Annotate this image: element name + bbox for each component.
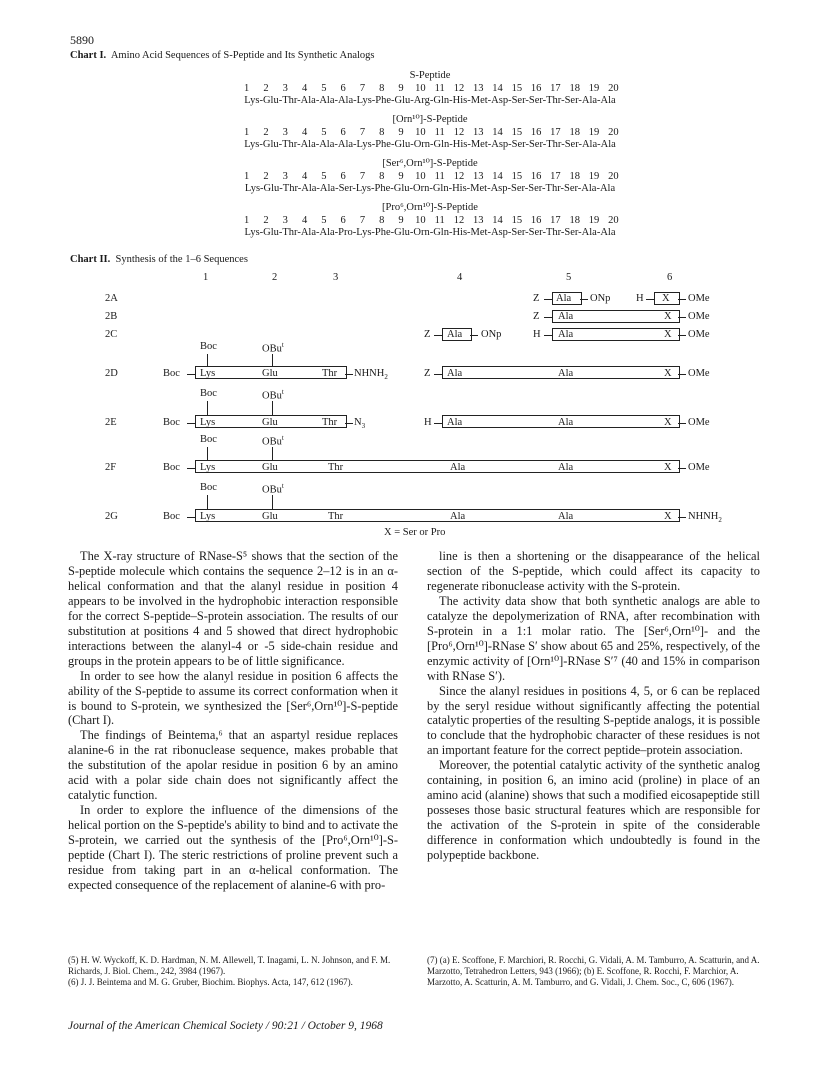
chart1-caption	[70, 50, 374, 61]
position-number: 8	[379, 170, 385, 182]
position-number: 15	[511, 126, 523, 138]
hydrazide-group: $NHNH_2$	[688, 511, 722, 525]
z-group: Z	[533, 311, 540, 322]
peptide-sequence: Lys-Glu-Thr-Ala-Ala-Pro-Lys-Phe-Glu-Orn-Gln-His-Met-Asp-Ser-Ser-Thr-Ser-Ala-Ala	[244, 227, 616, 238]
chart2-footnote: X = Ser or Pro	[384, 527, 446, 538]
chart1-title: Amino Acid Sequences of S-Peptide and Its Synthetic Analogs	[110, 50, 375, 61]
body-paragraph: The activity data show that both synthetic analogs are able to catalyze the depolymerization of RNA, after recombination with S-protein in a 1:1 molar ratio. The [Ser⁶,Orn¹⁰]- and the [Pro⁶,Orn¹⁰]-RNase S′ show about 65 and 25%, respectively, of the enzymic activity of [Orn¹⁰]-RNase S′⁷ (40 and 15% in comparison with RNase S′).	[427, 593, 760, 683]
right-column	[427, 549, 760, 863]
ome-group: OMe	[688, 462, 710, 473]
residue-glu: Glu	[262, 368, 278, 379]
peptide-sequence-block	[150, 158, 710, 196]
residue-glu: Glu	[262, 417, 278, 428]
column-header-1: 1	[203, 272, 209, 283]
row-label-2e: 2E	[105, 417, 117, 428]
position-number: 20	[608, 214, 619, 226]
residue-thr: Thr	[322, 417, 338, 428]
residue-ala: Ala	[558, 417, 574, 428]
position-number: 2	[263, 82, 269, 94]
residue-thr: Thr	[322, 368, 338, 379]
boc-side-chain: Boc	[200, 434, 217, 445]
position-number: 20	[608, 126, 619, 138]
residue-x: X	[664, 462, 672, 473]
boc-group: Boc	[163, 462, 180, 473]
ome-group: OMe	[688, 368, 710, 379]
peptide-sequence: Lys-Glu-Thr-Ala-Ala-Ala-Lys-Phe-Glu-Orn-Gln-His-Met-Asp-Ser-Ser-Thr-Ser-Ala-Ala	[244, 139, 616, 150]
residue-glu: Glu	[262, 511, 278, 522]
position-number: 18	[569, 126, 580, 138]
z-group: Z	[424, 368, 431, 379]
position-number: 19	[588, 214, 600, 226]
position-number: 8	[379, 126, 385, 138]
position-number: 12	[453, 82, 465, 94]
residue-x: X	[664, 311, 672, 322]
journal-citation: Journal of the American Chemical Society / 90:21 / October 9, 1968	[68, 1020, 383, 1032]
position-number: 1	[244, 170, 250, 182]
row-label-2d: 2D	[105, 368, 118, 379]
peptide-sequence: Lys-Glu-Thr-Ala-Ala-Ser-Lys-Phe-Glu-Orn-Gln-His-Met-Asp-Ser-Ser-Thr-Ser-Ala-Ala	[244, 183, 616, 194]
position-number: 17	[550, 170, 561, 182]
onp-group: ONp	[481, 329, 502, 340]
position-number: 11	[434, 214, 445, 226]
position-number: 5	[321, 82, 327, 94]
chart1-label: Chart I.	[70, 50, 107, 61]
position-number: 14	[492, 82, 503, 94]
position-number: 5	[321, 214, 327, 226]
position-number: 6	[340, 170, 346, 182]
residue-ala: Ala	[447, 417, 463, 428]
position-number: 2	[263, 214, 269, 226]
position-number: 6	[340, 126, 346, 138]
position-number: 18	[569, 170, 580, 182]
position-number: 2	[263, 126, 269, 138]
ome-group: OMe	[688, 293, 710, 304]
position-number: 3	[282, 170, 288, 182]
obut-side-chain: OBu$^t$	[262, 388, 284, 402]
position-number: 14	[492, 126, 503, 138]
position-number: 18	[569, 82, 580, 94]
position-number: 16	[530, 126, 542, 138]
position-number: 14	[492, 214, 503, 226]
residue-thr: Thr	[328, 511, 344, 522]
position-number: 4	[301, 170, 308, 182]
hydrazide-group: $NHNH_2$	[354, 368, 388, 382]
position-number: 5	[321, 170, 327, 182]
residue-x: X	[664, 511, 672, 522]
residue-ala: Ala	[558, 311, 574, 322]
residue-ala: Ala	[450, 462, 466, 473]
position-number: 7	[359, 82, 366, 94]
position-number: 16	[530, 82, 542, 94]
ome-group: OMe	[688, 329, 710, 340]
position-number: 8	[379, 82, 385, 94]
chart2-label: Chart II.	[70, 254, 111, 265]
row-label-2c: 2C	[105, 329, 118, 340]
onp-group: ONp	[590, 293, 611, 304]
position-numbers	[150, 83, 710, 96]
body-paragraph: In order to explore the influence of the dimensions of the helical portion on the S-peptide's ability to bind and to activate the S-protein, we carried out the synthesis of the [Pro⁶,Orn¹⁰]-S-peptide (Chart I). The steric restrictions of proline prevent such a residue from taking part in an α-helical conformation. The expected consequence of the replacement of alanine-6 with pro-	[68, 803, 398, 892]
position-number: 13	[472, 214, 484, 226]
position-number: 16	[530, 214, 542, 226]
peptide-name: [Ser⁶,Orn¹⁰]-S-Peptide	[382, 158, 478, 169]
position-number: 7	[359, 214, 366, 226]
row-label-2g: 2G	[105, 511, 118, 522]
position-number: 13	[472, 82, 484, 94]
position-number: 11	[434, 82, 445, 94]
position-number: 15	[511, 82, 523, 94]
h-group: H	[533, 329, 541, 340]
residue-lys: Lys	[200, 462, 216, 473]
body-paragraph: The findings of Beintema,⁶ that an aspartyl residue replaces alanine-6 in the rat ribonuclease sequence, makes probable that the substitution of the apolar residue in position 6 by an amino acid with a polar side chain does not significantly affect the catalytic function.	[68, 728, 398, 803]
ome-group: OMe	[688, 311, 710, 322]
position-number: 18	[569, 214, 580, 226]
position-number: 3	[282, 126, 288, 138]
position-number: 4	[301, 126, 308, 138]
position-number: 9	[398, 170, 404, 182]
position-number: 11	[434, 170, 445, 182]
body-paragraph: The X-ray structure of RNase-S⁵ shows that the section of the S-peptide molecule which contains the sequence 2–12 is in an α-helical conformation and that the alanyl residue in position 4 appears to be involved in the hydrophobic interaction responsible for the correct S-peptide–S-protein association. The results of our substitution at positions 4 and 5 showed that direct hydrophobic interactions between the alanyl-4 or -5 side-chain residue and groups in the protein appears to be of little significance.	[68, 549, 398, 668]
position-number: 4	[301, 82, 308, 94]
footnotes-right	[427, 955, 760, 988]
position-number: 13	[472, 170, 484, 182]
column-header-6: 6	[667, 272, 673, 283]
peptide-sequence: Lys-Glu-Thr-Ala-Ala-Ala-Lys-Phe-Glu-Arg-Gln-His-Met-Asp-Ser-Ser-Thr-Ser-Ala-Ala	[244, 95, 616, 106]
residue-x: X	[664, 329, 672, 340]
footnotes-left	[68, 955, 398, 988]
column-header-3: 3	[333, 272, 339, 283]
position-number: 1	[244, 214, 250, 226]
residue-ala: Ala	[450, 511, 466, 522]
peptide-name: [Pro⁶,Orn¹⁰]-S-Peptide	[382, 202, 478, 213]
azide-group: $N_3$	[354, 417, 366, 431]
residue-x: X	[664, 417, 672, 428]
position-number: 12	[453, 214, 465, 226]
position-number: 19	[588, 170, 600, 182]
residue-ala: Ala	[447, 368, 463, 379]
position-number: 7	[359, 170, 366, 182]
position-number: 17	[550, 214, 561, 226]
position-number: 11	[434, 126, 445, 138]
position-number: 15	[511, 170, 523, 182]
position-number: 9	[398, 126, 404, 138]
position-number: 5	[321, 126, 327, 138]
position-numbers	[150, 215, 710, 228]
row-label-2f: 2F	[105, 462, 117, 473]
residue-ala: Ala	[558, 462, 574, 473]
h-group: H	[424, 417, 432, 428]
left-column	[68, 549, 398, 893]
body-paragraph: line is then a shortening or the disappearance of the helical section of the S-peptide, which could affect its capacity to regenerate ribonuclease activity with the S-protein.	[427, 549, 760, 593]
position-number: 19	[588, 126, 600, 138]
row-label-2b: 2B	[105, 311, 118, 322]
obut-side-chain: OBu$^t$	[262, 341, 284, 355]
residue-ala: Ala	[558, 511, 574, 522]
position-number: 10	[415, 126, 426, 138]
chart2-caption	[70, 254, 248, 265]
reference-footnote: (5) H. W. Wyckoff, K. D. Hardman, N. M. Allewell, T. Inagami, L. N. Johnson, and F. M. Richards, J. Biol. Chem., 242, 3984 (1967).	[68, 955, 391, 976]
boc-side-chain: Boc	[200, 482, 217, 493]
position-numbers	[150, 127, 710, 140]
residue-ala: Ala	[558, 329, 574, 340]
position-numbers	[150, 171, 710, 184]
chart2-title: Synthesis of the 1–6 Sequences	[115, 254, 248, 265]
position-number: 6	[340, 82, 346, 94]
peptide-sequence-block	[150, 114, 710, 152]
boc-side-chain: Boc	[200, 388, 217, 399]
position-number: 12	[453, 126, 465, 138]
column-header-5: 5	[566, 272, 572, 283]
position-number: 12	[453, 170, 465, 182]
position-number: 17	[550, 126, 561, 138]
residue-thr: Thr	[328, 462, 344, 473]
position-number: 16	[530, 170, 542, 182]
body-paragraph: Since the alanyl residues in positions 4, 5, or 6 can be replaced by the seryl residue without significantly affecting the potential catalytic properties of the resulting S-peptide analogs, it is possible to conclude that the hydrophobic character of these residues is not an important feature for the correct peptide–protein association.	[427, 683, 760, 758]
peptide-sequence-block	[150, 70, 710, 108]
position-number: 10	[415, 214, 426, 226]
position-number: 10	[415, 170, 426, 182]
residue-ala: Ala	[556, 293, 572, 304]
peptide-name: S-Peptide	[409, 70, 451, 81]
peptide-sequence-block	[150, 202, 710, 240]
position-number: 9	[398, 214, 404, 226]
page-number: 5890	[70, 33, 94, 47]
peptide-name: [Orn¹⁰]-S-Peptide	[392, 114, 468, 125]
position-number: 8	[379, 214, 385, 226]
residue-x: X	[662, 293, 670, 304]
position-number: 3	[282, 82, 288, 94]
position-number: 19	[588, 82, 600, 94]
residue-ala: Ala	[558, 368, 574, 379]
position-number: 1	[244, 82, 250, 94]
reference-footnote: (7) (a) E. Scoffone, F. Marchiori, R. Rocchi, G. Vidali, A. M. Tamburro, A. Scatturin, and A. Marzotto, Tetrahedron Letters, 943 (1966); (b) E. Scoffone, R. Rocchi, F. Marchior, A. Marzotto, A. Scatturin, A. M. Tamburro, and G. Vidali, J. Chem. Soc., C, 606 (1967).	[427, 955, 760, 987]
h-group: H	[636, 293, 644, 304]
ome-group: OMe	[688, 417, 710, 428]
boc-group: Boc	[163, 511, 180, 522]
position-number: 13	[472, 126, 484, 138]
body-paragraph: In order to see how the alanyl residue in position 6 affects the ability of the S-peptide to assume its correct conformation when it is bound to S-protein, we synthesized the [Ser⁶,Orn¹⁰]-S-peptide (Chart I).	[68, 668, 398, 728]
position-number: 17	[550, 82, 561, 94]
residue-x: X	[664, 368, 672, 379]
position-number: 10	[415, 82, 426, 94]
column-header-2: 2	[272, 272, 278, 283]
position-number: 3	[282, 214, 288, 226]
position-number: 4	[301, 214, 308, 226]
boc-group: Boc	[163, 417, 180, 428]
body-paragraph: Moreover, the potential catalytic activity of the synthetic analog containing, in position 6, an imino acid (proline) in place of an amino acid (alanine) shows that such a modified eicosapeptide still posseses those basic structural features which are responsible for the activation of the S-protein in spite of the considerable difference in conformation which undoubtedly is found in the polypeptide backbone.	[427, 758, 760, 863]
residue-lys: Lys	[200, 368, 216, 379]
boc-group: Boc	[163, 368, 180, 379]
position-number: 15	[511, 214, 523, 226]
position-number: 2	[263, 170, 269, 182]
z-group: Z	[424, 329, 431, 340]
position-number: 20	[608, 82, 619, 94]
column-header-4: 4	[457, 272, 463, 283]
position-number: 9	[398, 82, 404, 94]
position-number: 20	[608, 170, 619, 182]
position-number: 6	[340, 214, 346, 226]
residue-glu: Glu	[262, 462, 278, 473]
position-number: 7	[359, 126, 366, 138]
obut-side-chain: OBu$^t$	[262, 482, 284, 496]
residue-lys: Lys	[200, 511, 216, 522]
residue-ala: Ala	[447, 329, 463, 340]
position-number: 1	[244, 126, 250, 138]
row-label-2a: 2A	[105, 293, 118, 304]
boc-side-chain: Boc	[200, 341, 217, 352]
reference-footnote: (6) J. J. Beintema and M. G. Gruber, Biochim. Biophys. Acta, 147, 612 (1967).	[68, 977, 353, 987]
residue-lys: Lys	[200, 417, 216, 428]
obut-side-chain: OBu$^t$	[262, 434, 284, 448]
z-group: Z	[533, 293, 540, 304]
position-number: 14	[492, 170, 503, 182]
